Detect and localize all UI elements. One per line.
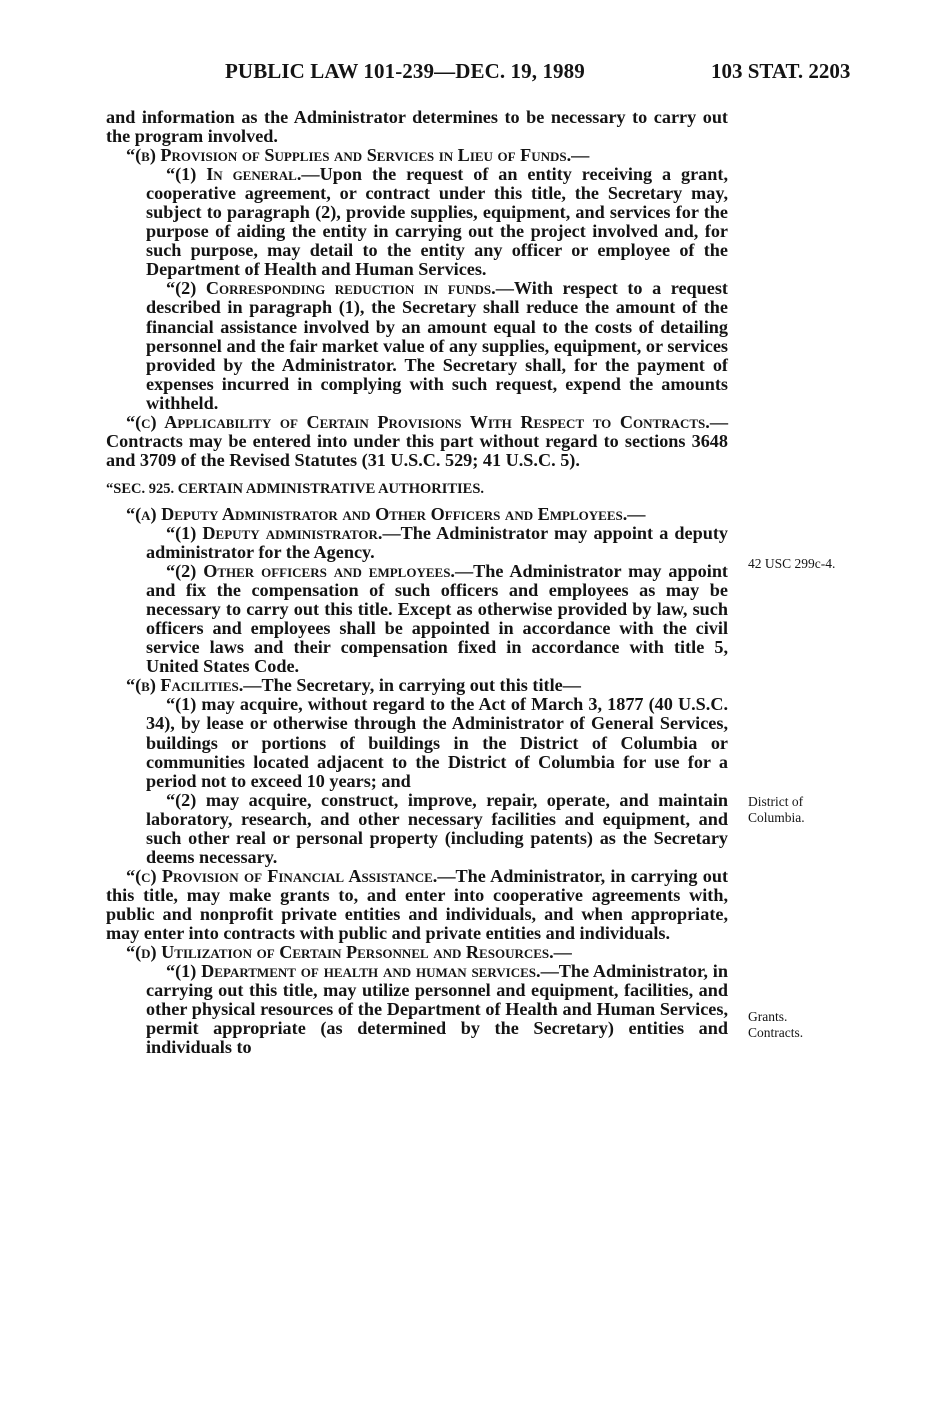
paragraph-a1-lead: “(1) Deputy administrator. xyxy=(166,522,383,543)
paragraph-a2-lead: “(2) Other officers and employees. xyxy=(166,561,455,582)
margin-note-district-line2: Columbia. xyxy=(748,810,805,825)
paragraph-d1-lead: “(1) Department of health and human services. xyxy=(166,961,541,982)
page-stat-number: 103 STAT. 2203 xyxy=(711,59,851,83)
subsection-c-financial-lead: “(c) Provision of Financial Assistance. xyxy=(126,865,438,886)
subsection-c xyxy=(106,413,728,470)
subsection-b-facilities-lead: “(b) Facilities. xyxy=(126,675,244,696)
paragraph-a1 xyxy=(106,524,728,562)
paragraph-a1-text: —The Administrator may appoint a deputy administrator for the Agency. xyxy=(146,522,728,563)
paragraph-d1 xyxy=(106,962,728,1057)
paragraph-a2 xyxy=(106,562,728,676)
paragraph-b1-text: —Upon the request of an entity receiving a grant, cooperative agreement, or contract under this title, the Secretary may, subject to paragraph (2), provide supplies, equipment, and services for the purpose of aiding the entity in carrying out the project involved and, for such purpose, may detail to the entity any officer or employee of the Department of Health and Human Services. xyxy=(146,164,728,280)
margin-note-district-line1: District of xyxy=(748,794,804,809)
margin-note-grants: Grants. xyxy=(748,1009,788,1024)
subsection-a-heading-text: “(a) Deputy Administrator and Other Officers and Employees.— xyxy=(126,503,646,524)
subsection-d-heading xyxy=(106,943,728,962)
subsection-b-heading xyxy=(106,146,728,165)
paragraph-b2-lead: “(2) Corresponding reduction in funds. xyxy=(166,278,496,299)
paragraph-d1-text: —The Administrator, in carrying out this title, may utilize personnel and equipment, facilities, and other physical resources of the Department of Health and Human Services, permit appropriate (as determined by the Secretary) entities and individuals to xyxy=(146,961,728,1058)
margin-note-grants-contracts xyxy=(748,1009,803,1041)
subsection-a-heading xyxy=(106,505,728,524)
subsection-c-lead: “(c) Applicability of Certain Provisions With Respect to Contracts. xyxy=(126,411,710,432)
running-header-title: PUBLIC LAW 101-239—DEC. 19, 1989 xyxy=(225,59,585,83)
section-925-heading: “SEC. 925. CERTAIN ADMINISTRATIVE AUTHORITIES. xyxy=(106,480,485,497)
paragraph-b1 xyxy=(106,165,728,279)
subsection-c-financial xyxy=(106,867,728,943)
subsection-b-facilities xyxy=(106,676,728,695)
paragraph-facilities-2: “(2) may acquire, construct, improve, repair, operate, and maintain laboratory, research, and other necessary facilities and equipment, and such other real or personal property (including patents) as the Secretary deems necessary. xyxy=(146,789,728,867)
margin-note-usc: 42 USC 299c-4. xyxy=(748,556,836,571)
paragraph-b2 xyxy=(106,279,728,412)
margin-note-district xyxy=(748,794,805,826)
paragraph-facilities-1: “(1) may acquire, without regard to the Act of March 3, 1877 (40 U.S.C. 34), by lease or otherwise through the Administrator of General Services, buildings or portions of buildings in the District of Columbia or communities located adjacent to the District of Columbia for use for a period not to exceed 10 years; and xyxy=(146,694,728,791)
paragraph-continuation: and information as the Administrator determines to be necessary to carry out the program involved. xyxy=(106,107,728,147)
subsection-b-heading-text: “(b) Provision of Supplies and Services in Lieu of Funds.— xyxy=(126,145,590,166)
subsection-c-text: —Contracts may be entered into under this part without regard to sections 3648 and 3709 of the Revised Statutes (31 U.S.C. 529; 41 U.S.C. 5). xyxy=(106,411,728,470)
subsection-d-heading-text: “(d) Utilization of Certain Personnel and Resources.— xyxy=(126,942,572,963)
paragraph-b2-text: —With respect to a request described in paragraph (1), the Secretary shall reduce the amount of the financial assistance involved by an amount equal to the costs of detailing personnel and the fair market value of any supplies, equipment, or services provided by the Administrator. The Secretary shall, for the payment of expenses incurred in complying with such request, expend the amounts withheld. xyxy=(146,278,728,413)
margin-note-contracts: Contracts. xyxy=(748,1025,804,1040)
body-text xyxy=(106,108,728,1057)
subsection-b-facilities-text: —The Secretary, in carrying out this title— xyxy=(243,675,581,696)
paragraph-b1-lead: “(1) In general. xyxy=(166,164,302,185)
subsection-c-financial-text: —The Administrator, in carrying out this title, may make grants to, and enter into cooperative agreements with, public and nonprofit private entities and individuals, and when appropriate, may enter into contracts with public and private entities and individuals. xyxy=(106,865,728,943)
paragraph-a2-text: —The Administrator may appoint and fix the compensation of such officers and employees as may be necessary to carry out this title. Except as otherwise provided by law, such officers and employees shall be appointed in accordance with the civil service laws and their compensation fixed in accordance with title 5, United States Code. xyxy=(146,561,728,677)
